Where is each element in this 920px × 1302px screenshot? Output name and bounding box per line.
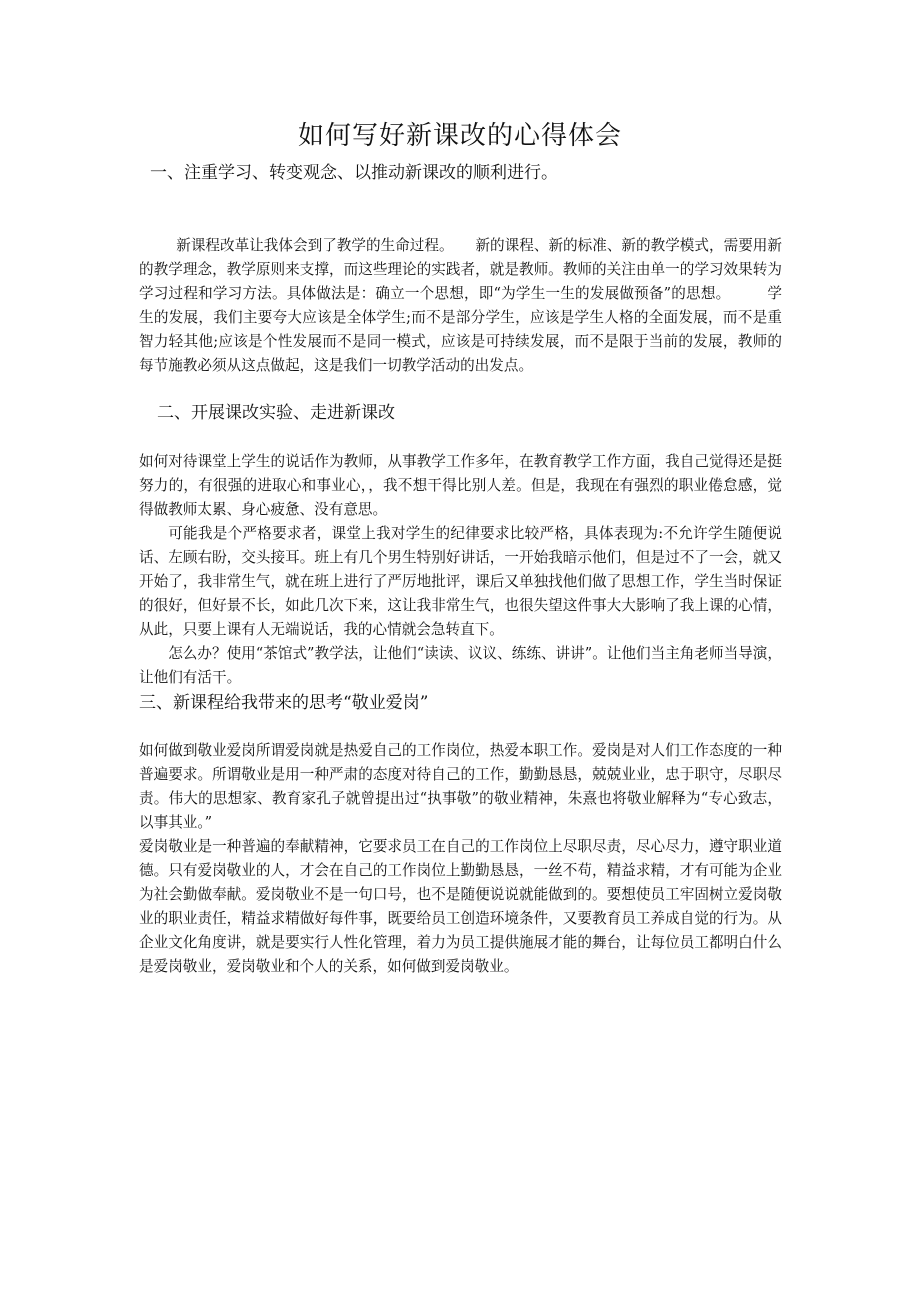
section-2-paragraph-3: 怎么办？使用“茶馆式”教学法，让他们“读读、议议、练练、讲讲”。让他们当主角老师当导演，让他们有活干。 <box>139 645 782 686</box>
section-2-paragraph-2: 可能我是个严格要求者，课堂上我对学生的纪律要求比较严格，具体表现为:不允许学生随便说话、左顾右盼，交头接耳。班上有几个男生特别好讲话，一开始我暗示他们，但是过不了一会，就又开始了，我非常生气，就在班上进行了严厉地批评，课后又单独找他们做了思想工作，学生当时保证的很好，但好景不长，如此几次下来，这让我非常生气，也很失望这件事大大影响了我上课的心情，从此，只要上课有人无端说话，我的心情就会急转直下。 <box>139 525 782 638</box>
section-heading-2: 二、开展课改实验、走进新课改 <box>157 403 395 423</box>
document-title: 如何写好新课改的心得体会 <box>297 121 622 151</box>
section-3-paragraph-2: 爱岗敬业是一种普遍的奉献精神，它要求员工在自己的工作岗位上尽职尽责，尽心尽力，遵守职业道德。只有爱岗敬业的人，才会在自己的工作岗位上勤勤恳恳，一丝不苟，精益求精，才有可能为企业为社会勤做奉献。爱岗敬业不是一句口号，也不是随便说说就能做到的。要想使员工牢固树立爱岗敬业的职业责任，精益求精做好每件事，既要给员工创造环境条件，又要教育员工养成自觉的行为。从企业文化角度讲，就是要实行人性化管理，着力为员工提供施展才能的舞台，让每位员工都明白什么是爱岗敬业，爱岗敬业和个人的关系，如何做到爱岗敬业。 <box>139 838 782 975</box>
section-1-paragraph-1: 新课程改革让我体会到了教学的生命过程。 新的课程、新的标准、新的教学模式，需要用新的教学理念，教学原则来支撑，而这些理论的实践者，就是教师。教师的关注由单一的学习效果转为学习过程和学习方法。具体做法是：确立一个思想，即“为学生一生的发展做预备”的思想。 学生的发展，我们主要夸大应该是全体学生;而不是部分学生，应该是学生人格的全面发展，而不是重智力轻其他;应该是个性发展而不是同一模式，应该是可持续发展，而不是限于当前的发展，教师的每节施教必须从这点做起，这是我们一切教学活动的出发点。 <box>139 237 782 374</box>
section-heading-1: 一、注重学习、转变观念、以推动新课改的顺利进行。 <box>150 163 558 183</box>
section-2-paragraph-1: 如何对待课堂上学生的说话作为教师，从事教学工作多年，在教育教学工作方面，我自己觉得还是挺努力的，有很强的进取心和事业心，，我不想干得比别人差。但是，我现在有强烈的职业倦怠感，觉得做教师太累、身心疲惫、没有意思。 <box>139 453 782 518</box>
section-heading-3: 三、新课程给我带来的思考“敬业爱岗” <box>139 693 429 713</box>
section-3-paragraph-1: 如何做到敬业爱岗所谓爱岗就是热爱自己的工作岗位，热爱本职工作。爱岗是对人们工作态度的一种普遍要求。所谓敬业是用一种严肃的态度对待自己的工作，勤勤恳恳，兢兢业业，忠于职守，尽职尽责。伟大的思想家、教育家孔子就曾提出过“执事敬”的敬业精神，朱熹也将敬业解释为“专心致志，以事其业。” <box>139 742 782 831</box>
